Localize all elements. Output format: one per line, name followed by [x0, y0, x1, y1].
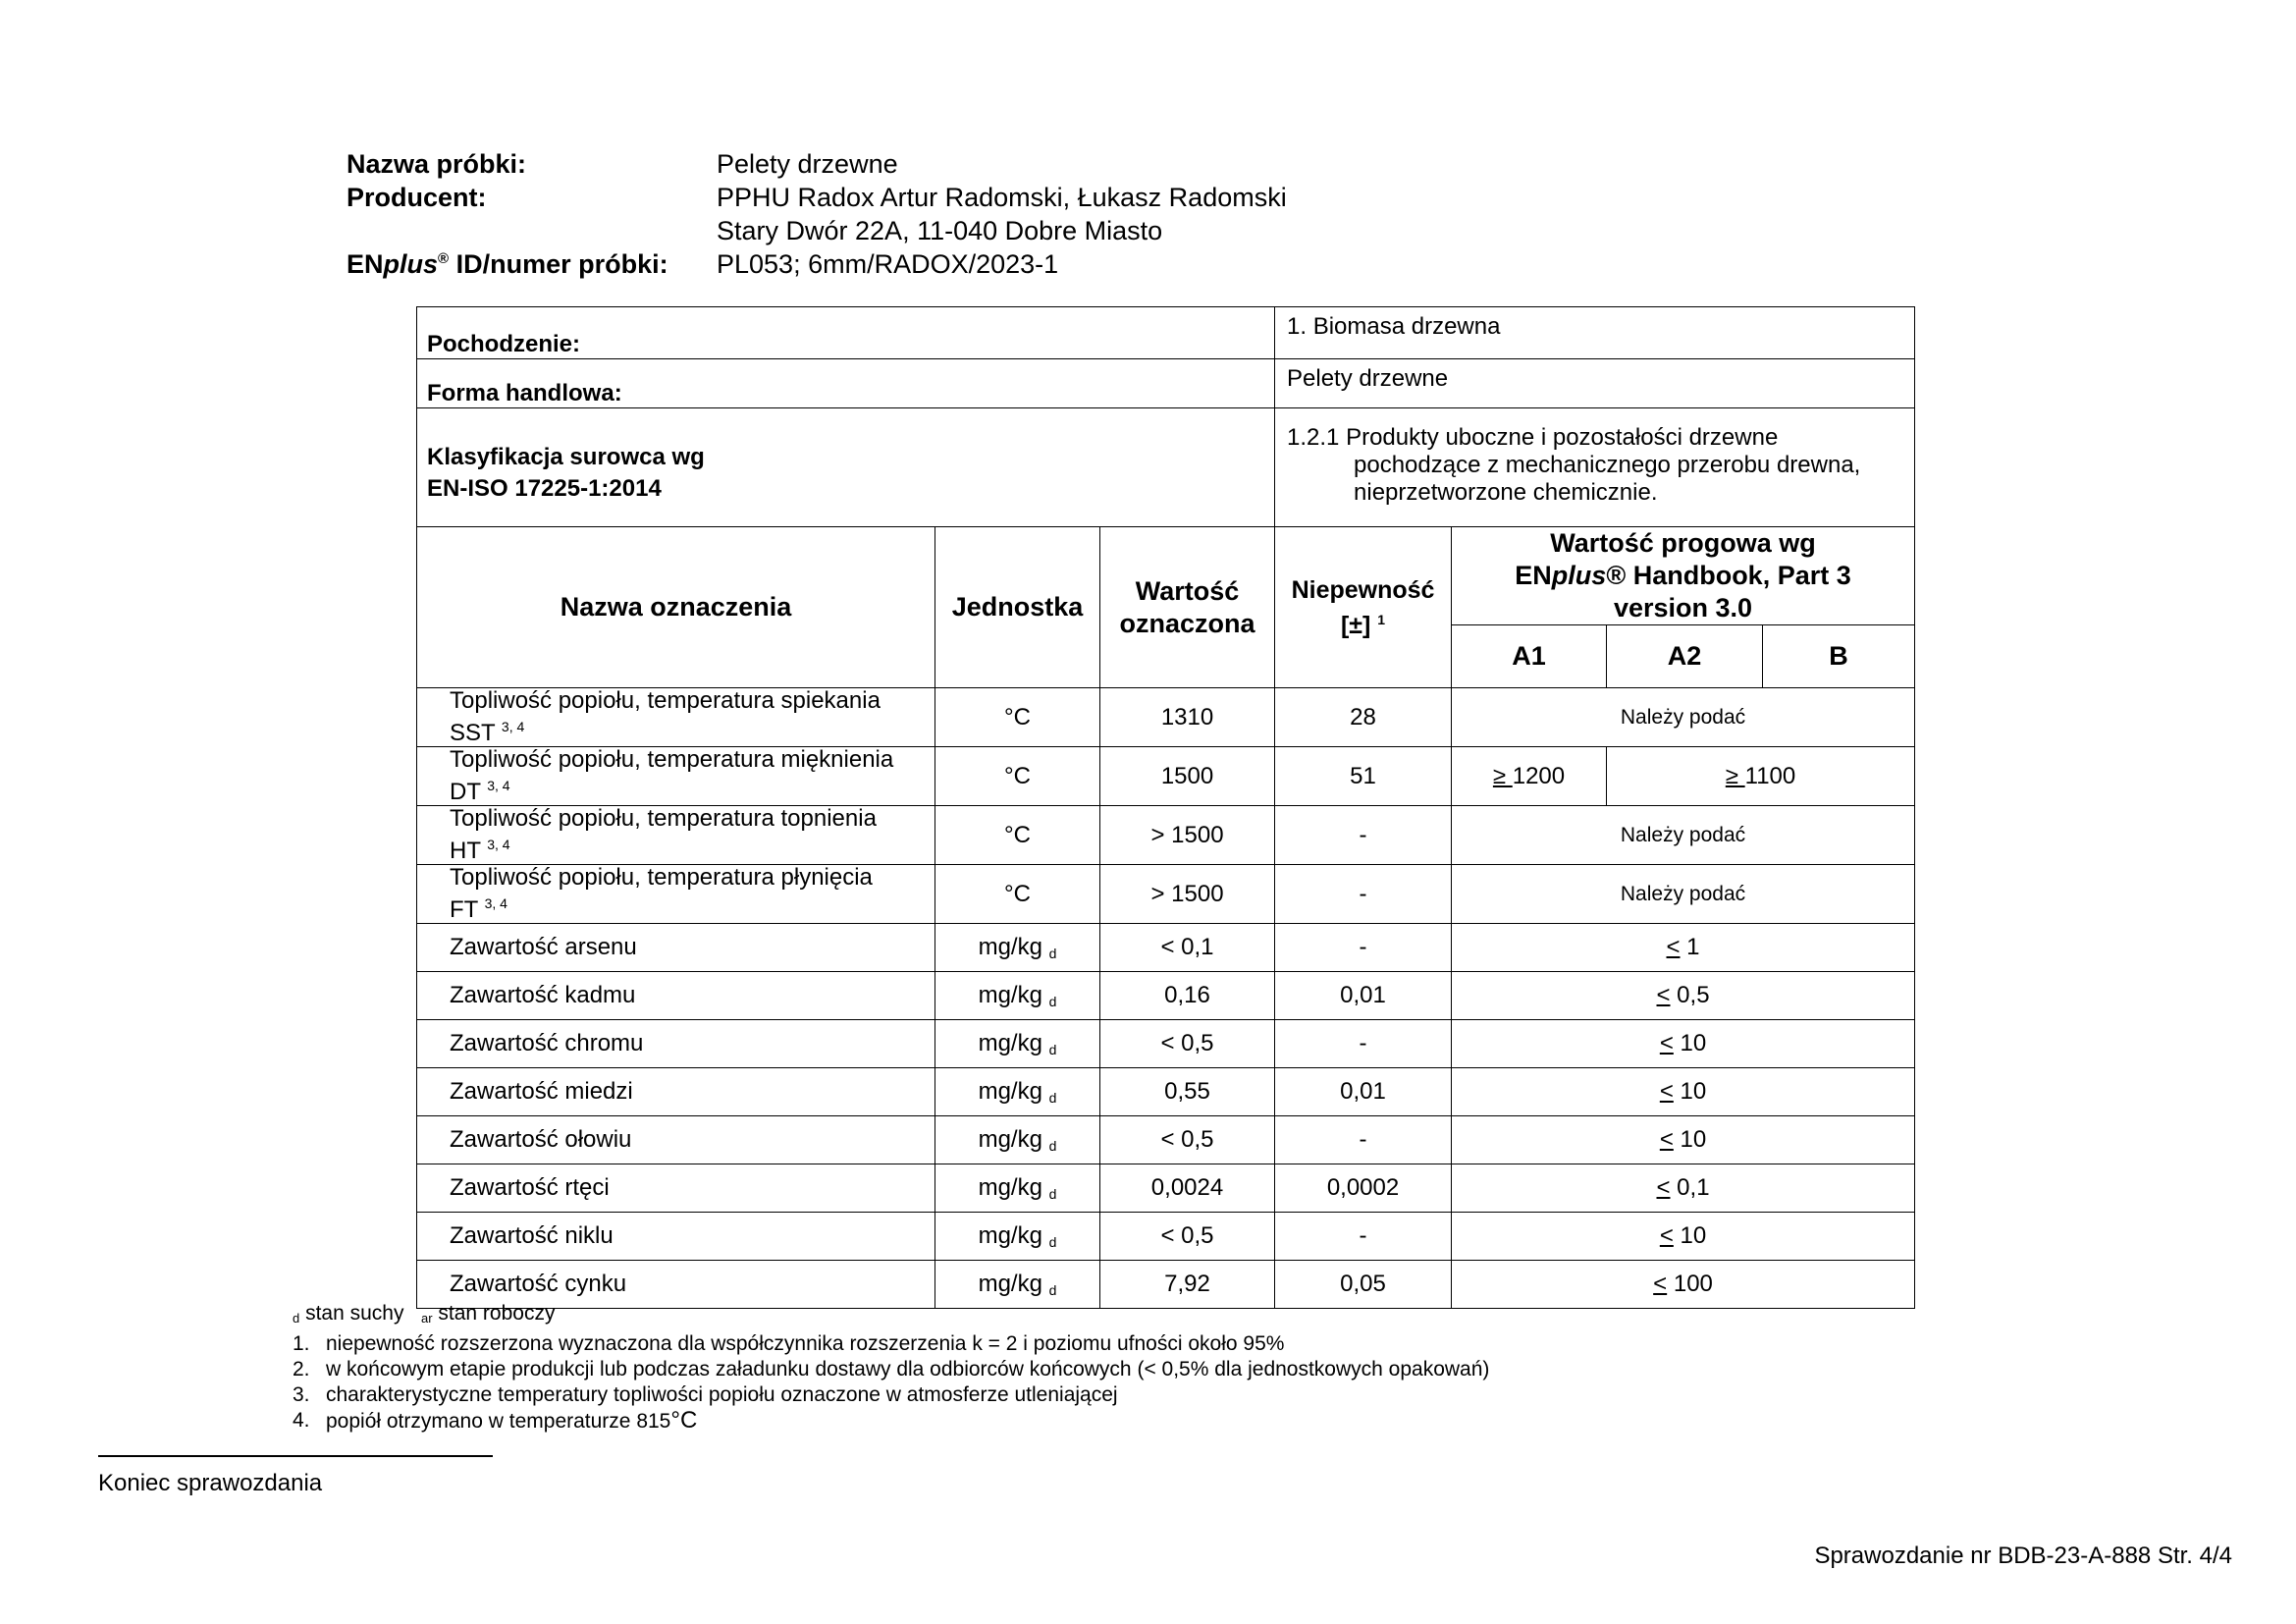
row-unit: mg/kg $_d$	[935, 924, 1100, 972]
row-name: Topliwość popiołu, temperatura mięknienia DT $^{3, 4}$	[417, 747, 935, 806]
row-uncertainty: 0,0002	[1275, 1164, 1452, 1213]
col-unit-header: Jednostka	[935, 527, 1100, 688]
table-row	[417, 972, 1915, 1020]
row-unit: mg/kg $_d$	[935, 1261, 1100, 1309]
row-unit: mg/kg $_d$	[935, 1213, 1100, 1261]
col-a2-header: A2	[1607, 625, 1763, 688]
row-threshold: < 10	[1452, 1068, 1915, 1116]
footnote-3: 3. charakterystyczne temperatury topliwości popiołu oznaczone w atmosferze utleniającej	[293, 1383, 1118, 1406]
row-value: < 0,1	[1100, 924, 1275, 972]
form-label: Forma handlowa:	[417, 359, 1275, 408]
row-uncertainty: -	[1275, 865, 1452, 924]
row-threshold: Należy podać	[1452, 865, 1915, 924]
row-name: Zawartość ołowiu	[417, 1116, 935, 1164]
row-threshold: < 0,1	[1452, 1164, 1915, 1213]
row-uncertainty: -	[1275, 1020, 1452, 1068]
row-unit: mg/kg $_d$	[935, 1068, 1100, 1116]
row-value: < 0,5	[1100, 1020, 1275, 1068]
row-unit: °C	[935, 806, 1100, 865]
table-row	[417, 747, 1915, 806]
col-threshold-header: Wartość progowa wg ENplus® Handbook, Part 3 version 3.0	[1452, 527, 1915, 625]
row-name: Zawartość arsenu	[417, 924, 935, 972]
row-threshold: < 1	[1452, 924, 1915, 972]
page-footer: Sprawozdanie nr BDB-23-A-888 Str. 4/4	[1814, 1543, 2232, 1569]
form-value: Pelety drzewne	[1275, 359, 1915, 408]
row-threshold: Należy podać	[1452, 806, 1915, 865]
classification-value: 1.2.1 Produkty uboczne i pozostałości drzewne pochodzące z mechanicznego przerobu drewna, nieprzetworzone chemicznie.	[1275, 408, 1915, 527]
row-value: > 1500	[1100, 806, 1275, 865]
end-of-report: Koniec sprawozdania	[98, 1470, 323, 1496]
row-value: 7,92	[1100, 1261, 1275, 1309]
row-uncertainty: 28	[1275, 688, 1452, 747]
table-row	[417, 1068, 1915, 1116]
row-value: 0,16	[1100, 972, 1275, 1020]
row-uncertainty: -	[1275, 806, 1452, 865]
footnote-2: 2. w końcowym etapie produkcji lub podczas załadunku dostawy dla odbiorców końcowych (< 0,5% dla jednostkowych opakowań)	[293, 1358, 1490, 1380]
row-unit: mg/kg $_d$	[935, 1164, 1100, 1213]
row-value: 1310	[1100, 688, 1275, 747]
origin-label: Pochodzenie:	[417, 307, 1275, 359]
row-value: 0,0024	[1100, 1164, 1275, 1213]
sample-name-value: Pelety drzewne	[717, 149, 898, 179]
producer-label: Producent:	[347, 183, 487, 212]
row-threshold: < 10	[1452, 1213, 1915, 1261]
results-table	[416, 306, 1915, 1309]
footnotes	[293, 1301, 1489, 1435]
table-row	[417, 1116, 1915, 1164]
table-row	[417, 806, 1915, 865]
col-b-header: B	[1763, 625, 1915, 688]
row-threshold: < 10	[1452, 1020, 1915, 1068]
table-row	[417, 865, 1915, 924]
row-name: Zawartość miedzi	[417, 1068, 935, 1116]
sample-id-label: ENplus® ID/numer próbki:	[347, 249, 668, 279]
row-value: 1500	[1100, 747, 1275, 806]
row-name: Zawartość cynku	[417, 1261, 935, 1309]
table-row	[417, 688, 1915, 747]
row-threshold-a2-b: ≥ 1100	[1607, 747, 1915, 806]
row-name: Topliwość popiołu, temperatura topnienia HT $^{3, 4}$	[417, 806, 935, 865]
table-row	[417, 1164, 1915, 1213]
row-value: < 0,5	[1100, 1213, 1275, 1261]
producer-address: Stary Dwór 22A, 11-040 Dobre Miasto	[717, 216, 1163, 245]
producer-name: PPHU Radox Artur Radomski, Łukasz Radomski	[717, 183, 1287, 212]
row-uncertainty: 0,05	[1275, 1261, 1452, 1309]
row-name: Zawartość niklu	[417, 1213, 935, 1261]
row-uncertainty: 0,01	[1275, 972, 1452, 1020]
table-row	[417, 1020, 1915, 1068]
row-name: Zawartość chromu	[417, 1020, 935, 1068]
row-unit: mg/kg $_d$	[935, 1116, 1100, 1164]
sample-header	[347, 147, 1287, 281]
col-a1-header: A1	[1452, 625, 1607, 688]
row-unit: °C	[935, 865, 1100, 924]
footnote-symbols: d stan suchy ar stan roboczy	[293, 1302, 556, 1326]
table-row	[417, 924, 1915, 972]
row-uncertainty: 0,01	[1275, 1068, 1452, 1116]
row-threshold: < 0,5	[1452, 972, 1915, 1020]
footnote-1: 1. niepewność rozszerzona wyznaczona dla współczynnika rozszerzenia k = 2 i poziomu ufności około 95%	[293, 1332, 1285, 1355]
row-uncertainty: -	[1275, 924, 1452, 972]
row-unit: mg/kg $_d$	[935, 1020, 1100, 1068]
row-unit: °C	[935, 747, 1100, 806]
row-name: Zawartość kadmu	[417, 972, 935, 1020]
row-name: Zawartość rtęci	[417, 1164, 935, 1213]
row-value: < 0,5	[1100, 1116, 1275, 1164]
sample-name-label: Nazwa próbki:	[347, 149, 527, 179]
row-value: 0,55	[1100, 1068, 1275, 1116]
row-uncertainty: -	[1275, 1213, 1452, 1261]
footnote-4: 4. popiół otrzymano w temperaturze 815°C	[293, 1407, 698, 1434]
divider	[98, 1455, 493, 1457]
row-uncertainty: 51	[1275, 747, 1452, 806]
origin-value: 1. Biomasa drzewna	[1275, 307, 1915, 359]
row-uncertainty: -	[1275, 1116, 1452, 1164]
row-threshold-a1: ≥ 1200	[1452, 747, 1607, 806]
col-name-header: Nazwa oznaczenia	[417, 527, 935, 688]
row-value: > 1500	[1100, 865, 1275, 924]
col-value-header: Wartość oznaczona	[1100, 527, 1275, 688]
row-name: Topliwość popiołu, temperatura spiekania SST $^{3, 4}$	[417, 688, 935, 747]
classification-label: Klasyfikacja surowca wg EN-ISO 17225-1:2014	[417, 408, 1275, 527]
row-threshold: < 10	[1452, 1116, 1915, 1164]
table-row	[417, 1213, 1915, 1261]
row-threshold: Należy podać	[1452, 688, 1915, 747]
sample-id-value: PL053; 6mm/RADOX/2023-1	[717, 249, 1059, 279]
row-name: Topliwość popiołu, temperatura płynięcia FT $^{3, 4}$	[417, 865, 935, 924]
row-threshold: < 100	[1452, 1261, 1915, 1309]
row-unit: °C	[935, 688, 1100, 747]
row-unit: mg/kg $_d$	[935, 972, 1100, 1020]
col-uncertainty-header: Niepewność [±] $^1$	[1275, 527, 1452, 688]
